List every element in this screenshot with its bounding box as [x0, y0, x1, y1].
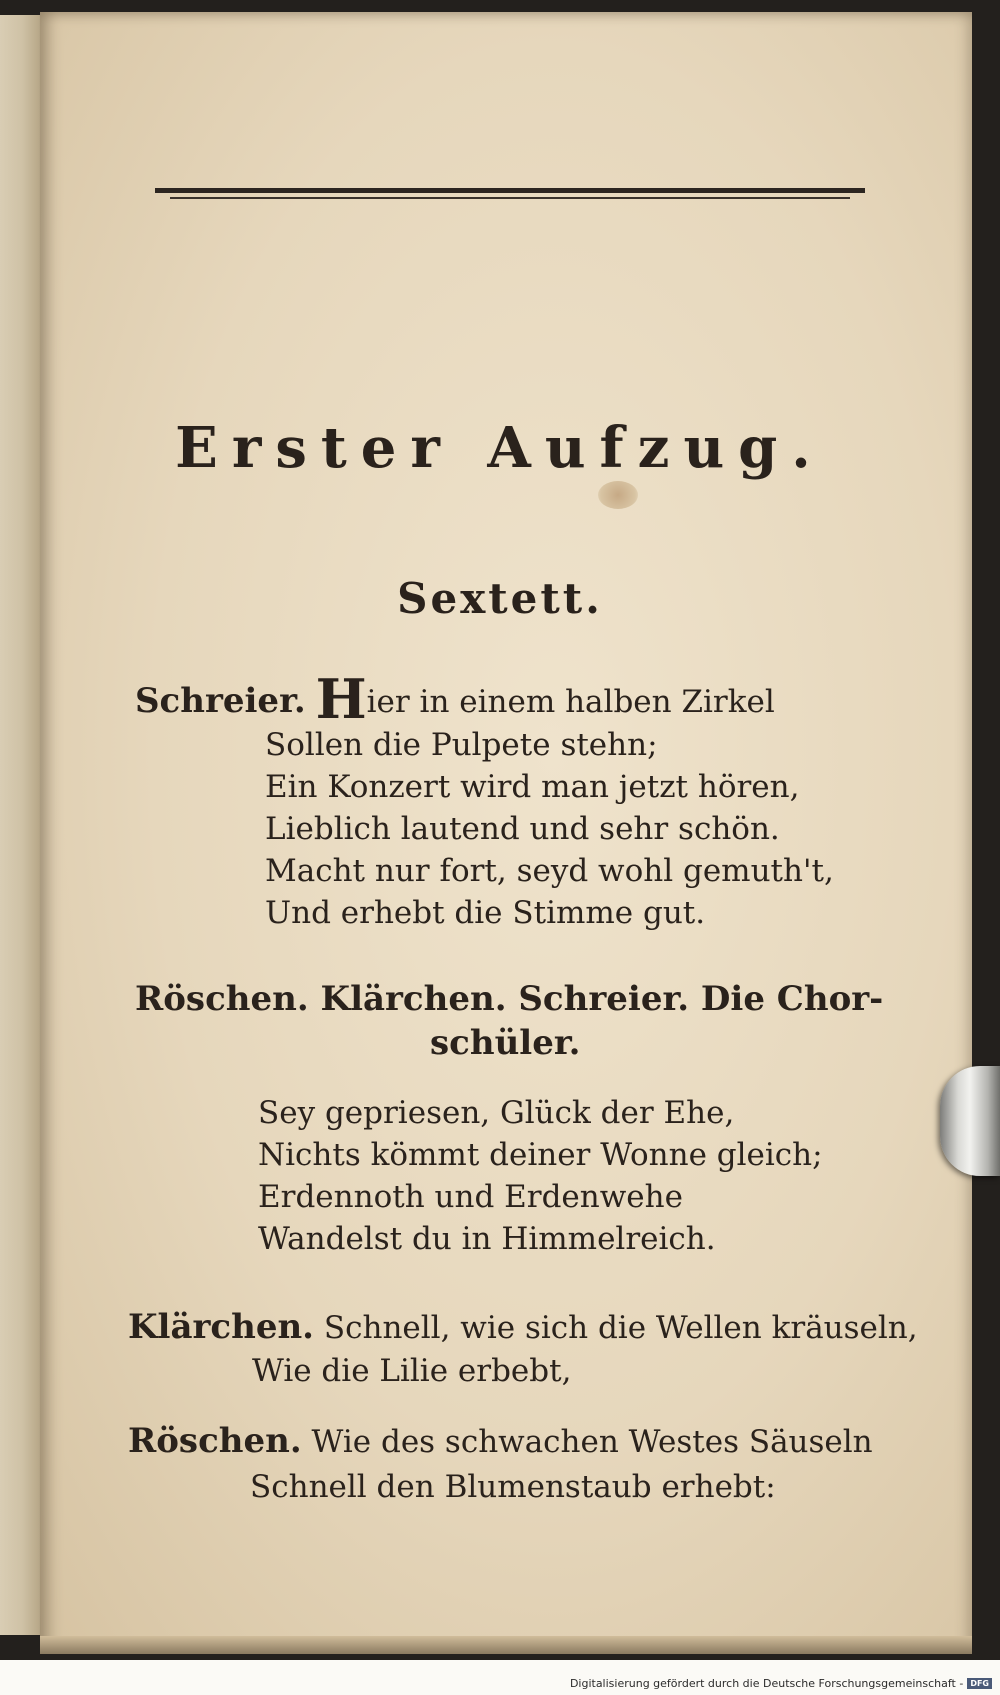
verse-line: Wandelst du in Himmelreich. — [258, 1221, 716, 1257]
verse-line: Erdennoth und Erdenwehe — [258, 1179, 683, 1215]
verse-line: Schnell den Blumenstaub erhebt: — [250, 1469, 776, 1505]
verse-text: ier in einem halben Zirkel — [366, 684, 775, 720]
section-title: Sextett. — [397, 574, 603, 623]
verse-line: Wie die Lilie erbebt, — [252, 1353, 572, 1389]
verse-line: Lieblich lautend und sehr schön. — [265, 811, 780, 847]
act-title: Erster Aufzug. — [175, 415, 825, 481]
verse-line — [128, 1420, 873, 1463]
dfg-logo: DFG — [967, 1678, 992, 1689]
header-rule-thin — [170, 197, 850, 199]
speaker-name: Röschen. — [128, 1421, 302, 1461]
verse-text: Schnell, wie sich die Wellen kräuseln, — [323, 1310, 918, 1346]
verse-line: Ein Konzert wird man jetzt hören, — [265, 769, 800, 805]
verse-line: Nichts kömmt deiner Wonne gleich; — [258, 1137, 823, 1173]
paper-stain — [598, 481, 638, 509]
verse-line — [128, 1306, 918, 1349]
verse-line: Sollen die Pulpete stehn; — [265, 727, 658, 763]
verse-line: Macht nur fort, seyd wohl gemuth't, — [265, 853, 834, 889]
verse-line — [135, 667, 775, 731]
verse-line: Sey gepriesen, Glück der Ehe, — [258, 1095, 735, 1131]
credit-text: Digitalisierung gefördert durch die Deutsche Forschungsgemeinschaft - — [569, 1676, 964, 1690]
metal-clip — [940, 1066, 1000, 1176]
speaker-name: schüler. — [430, 1023, 581, 1063]
header-rule-thick — [155, 188, 865, 193]
page-bottom-edge — [40, 1636, 972, 1654]
speaker-name: Klärchen. — [128, 1307, 315, 1347]
speaker-name: Schreier. — [135, 681, 306, 721]
header-rule — [155, 188, 865, 202]
drop-initial: H — [315, 667, 367, 731]
verse-text: Wie des schwachen Westes Säuseln — [311, 1424, 873, 1460]
verse-line: Und erhebt die Stimme gut. — [265, 895, 706, 931]
speaker-name: Röschen. Klärchen. Schreier. Die Chor- — [135, 979, 884, 1019]
footer-credit — [570, 1674, 992, 1692]
